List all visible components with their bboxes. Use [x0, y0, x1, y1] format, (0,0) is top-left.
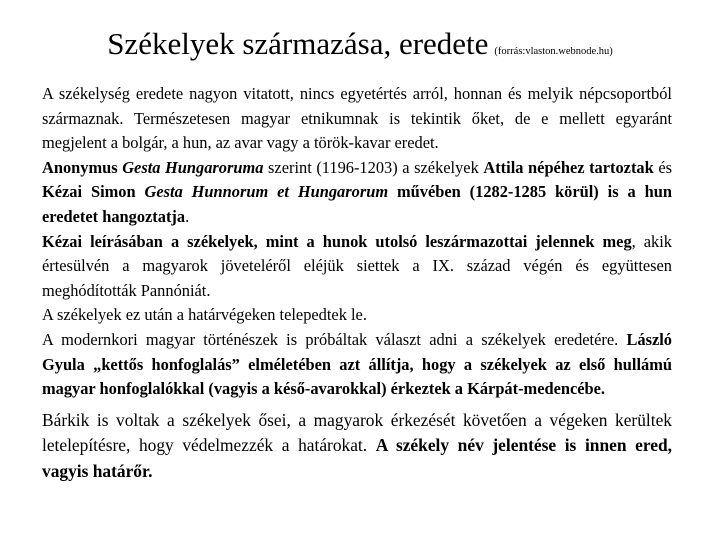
title-main: Székelyek származása, eredete [107, 26, 489, 61]
p2-muveben: művében (1282-1285 körül) is a hun eredetet hangoztatja [42, 182, 672, 226]
p3-bold: Kézai leírásában a székelyek, mint a hunok utolsó leszármazottai jelennek meg [42, 231, 632, 251]
paragraph-2 [42, 156, 672, 230]
p2-gesta-hunnorum: Gesta Hunnorum et Hungarorum [144, 182, 389, 202]
paragraph-3 [42, 230, 672, 304]
p3-text: , akik értesülvén a magyarok jöveteléről eléjük siettek a IX. század végén és együttesen meghódították Pannóniát. [42, 231, 672, 300]
paragraph-4: A székelyek ez után a határvégeken telepedtek le. [42, 305, 367, 325]
p6-bold: A székely név jelentése is innen ered, vagyis határőr. [42, 435, 672, 481]
p6-text: Bárkik is voltak a székelyek ősei, a magyarok érkezését követően a végeken kerültek letelepítésre, hogy védelmezzék a határokat. [42, 409, 672, 456]
text-body [42, 82, 672, 485]
p2-attila: Attila népéhez tartoztak [483, 157, 654, 177]
page-title [0, 22, 720, 74]
p2-and: és [653, 157, 672, 177]
paragraph-1: A székelység eredete nagyon vitatott, nincs egyetértés arról, honnan és melyik népcsoportból származnak. Természetesen magyar etnikumnak is tekintik őket, de e mellett egyaránt megjelent a bolgár, a hun, az avar vagy a török-kavar eredet. [42, 84, 672, 153]
p2-kezai-simon: Kézai Simon [42, 182, 136, 202]
p5-text: A modernkori magyar történészek is próbáltak választ adni a székelyek eredetére. [42, 329, 627, 349]
paragraph-5 [42, 328, 672, 402]
p5-bold: László Gyula „kettős honfoglalás” elméletében azt állítja, hogy a székelyek az első hullámú magyar honfoglalókkal (vagyis a késő-avarokkal) érkeztek a Kárpát-medencébe. [42, 329, 672, 399]
p2-gesta-hungaroruma: Gesta Hungaroruma [122, 157, 264, 177]
title-source: (forrás:vlaston.webnode.hu) [494, 46, 613, 57]
p2-text: szerint (1196-1203) a székelyek [263, 157, 484, 177]
p2-anonymus: Anonymus [42, 157, 118, 177]
paragraph-6 [42, 408, 672, 485]
p2-period: . [185, 206, 190, 226]
